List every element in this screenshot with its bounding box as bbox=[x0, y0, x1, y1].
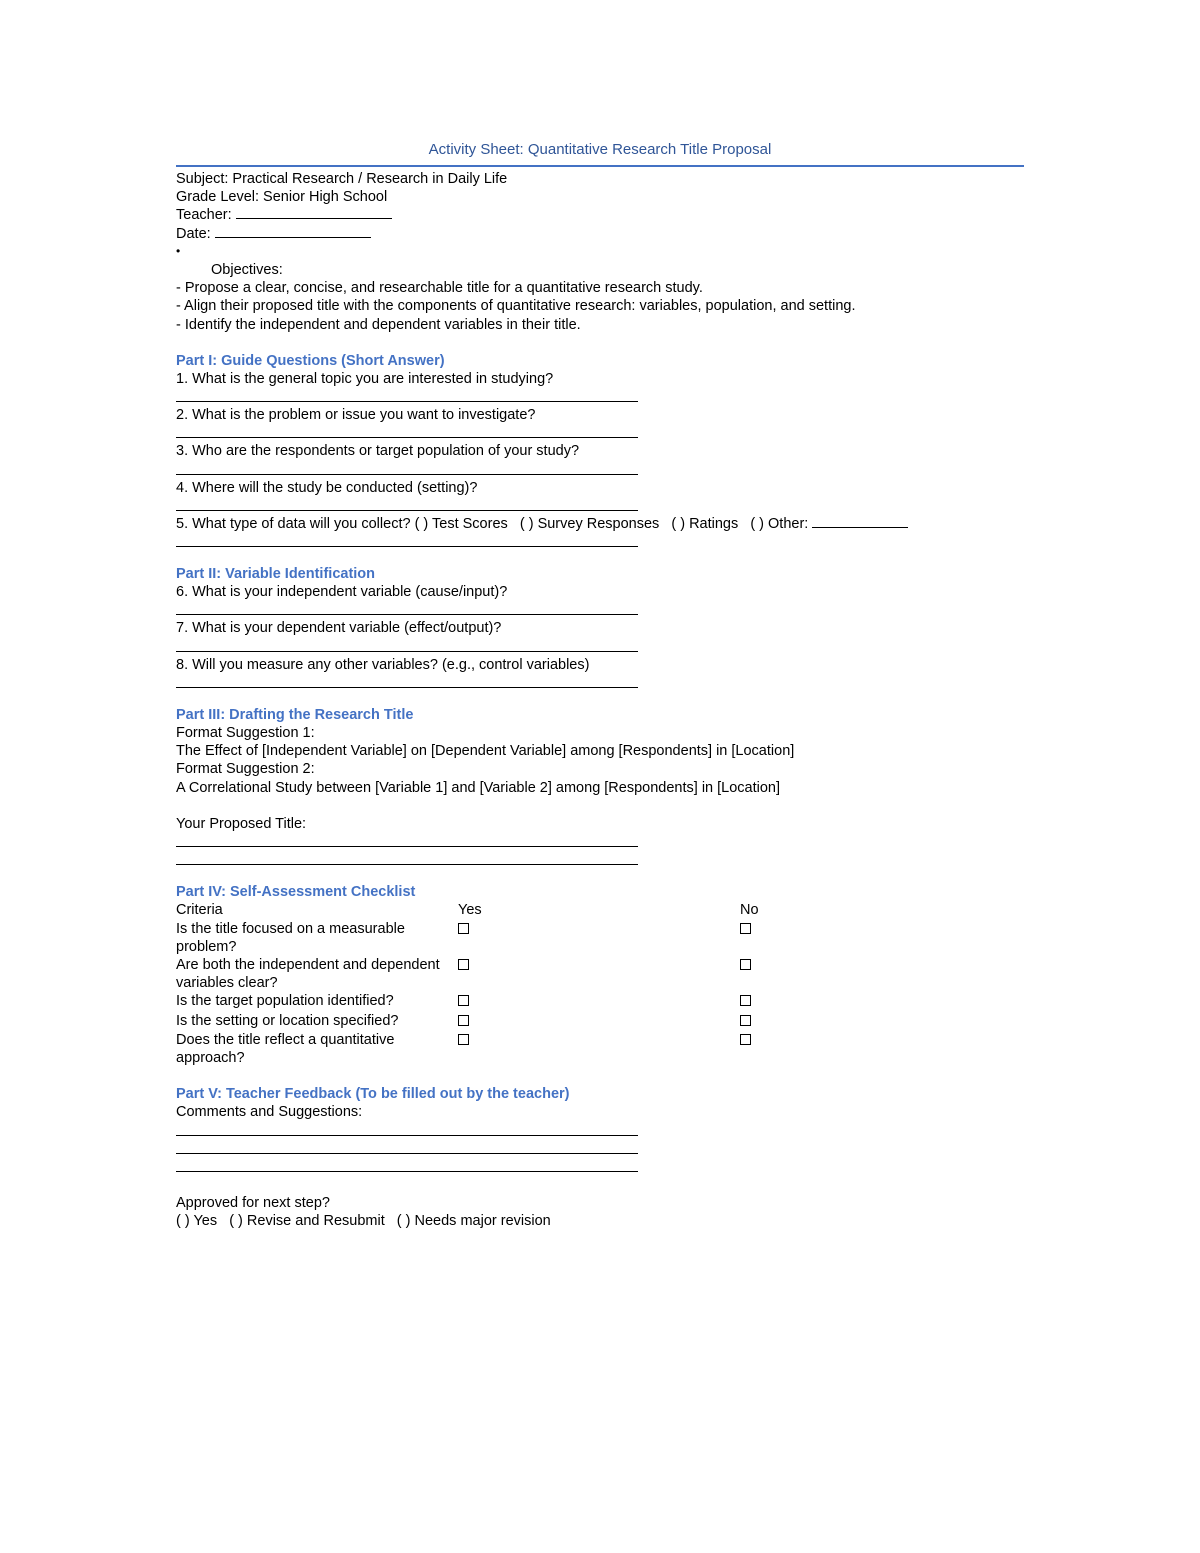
approval-options: ( ) Yes ( ) Revise and Resubmit ( ) Needs major revision bbox=[176, 1213, 551, 1230]
answer-line-5[interactable] bbox=[176, 533, 638, 547]
criteria-text: Is the setting or location specified? bbox=[176, 1012, 399, 1029]
answer-line-8[interactable] bbox=[176, 674, 638, 688]
yes-checkbox[interactable] bbox=[458, 959, 469, 970]
yes-checkbox[interactable] bbox=[458, 923, 469, 934]
no-checkbox[interactable] bbox=[740, 959, 751, 970]
no-checkbox[interactable] bbox=[740, 1015, 751, 1026]
activity-sheet bbox=[176, 140, 1024, 1230]
part2-heading: Part II: Variable Identification bbox=[176, 566, 376, 583]
question-4: 4. Where will the study be conducted (setting)? bbox=[176, 479, 478, 496]
date-blank[interactable] bbox=[215, 225, 371, 238]
answer-line-4[interactable] bbox=[176, 497, 638, 511]
answer-line-6[interactable] bbox=[176, 601, 638, 615]
answer-line-1[interactable] bbox=[176, 388, 638, 402]
answer-line-3[interactable] bbox=[176, 461, 638, 475]
comments-line-3[interactable] bbox=[176, 1158, 638, 1172]
grade-line: Grade Level: Senior High School bbox=[176, 189, 388, 206]
question-3: 3. Who are the respondents or target population of your study? bbox=[176, 443, 580, 460]
criteria-text: Does the title reflect a quantitative approach? bbox=[176, 1031, 395, 1067]
part5-heading: Part V: Teacher Feedback (To be filled out by the teacher) bbox=[176, 1086, 570, 1103]
other-blank[interactable] bbox=[812, 515, 908, 528]
format-1-label: Format Suggestion 1: bbox=[176, 725, 315, 742]
question-5-text: 5. What type of data will you collect? ( ) Test Scores ( ) Survey Responses ( ) Ratings ( ) Other: bbox=[176, 515, 809, 532]
subject-line: Subject: Practical Research / Research in Daily Life bbox=[176, 171, 508, 187]
proposed-title-label: Your Proposed Title: bbox=[176, 816, 307, 833]
criteria-text: Is the title focused on a measurable problem? bbox=[176, 920, 405, 955]
criteria-text: Is the target population identified? bbox=[176, 993, 394, 1010]
part1-heading: Part I: Guide Questions (Short Answer) bbox=[176, 352, 445, 369]
yes-checkbox[interactable] bbox=[458, 995, 469, 1006]
comments-line-2[interactable] bbox=[176, 1140, 638, 1154]
objectives-label: Objectives: bbox=[211, 262, 283, 278]
table-row bbox=[176, 992, 759, 1011]
table-header-row bbox=[176, 901, 759, 919]
col-no: No bbox=[740, 902, 759, 919]
date-line bbox=[176, 225, 1024, 243]
proposed-title-line-2[interactable] bbox=[176, 851, 638, 865]
objective-item: - Align their proposed title with the components of quantitative research: variables, population, and setting. bbox=[176, 298, 856, 315]
format-1-text: The Effect of [Independent Variable] on [Dependent Variable] among [Respondents] in [Location] bbox=[176, 743, 795, 760]
title-rule bbox=[176, 165, 1024, 167]
bullet-dot: • bbox=[176, 243, 181, 258]
self-assessment-table bbox=[176, 901, 759, 1067]
question-7: 7. What is your dependent variable (effect/output)? bbox=[176, 620, 502, 637]
question-6: 6. What is your independent variable (cause/input)? bbox=[176, 584, 508, 601]
teacher-blank[interactable] bbox=[236, 206, 392, 219]
objective-item: - Propose a clear, concise, and researchable title for a quantitative research study. bbox=[176, 280, 703, 297]
document-title: Activity Sheet: Quantitative Research Title Proposal bbox=[428, 141, 772, 158]
part4-heading: Part IV: Self-Assessment Checklist bbox=[176, 884, 416, 901]
spacer bbox=[176, 1176, 1024, 1194]
yes-checkbox[interactable] bbox=[458, 1015, 469, 1026]
question-1: 1. What is the general topic you are interested in studying? bbox=[176, 371, 554, 388]
table-row bbox=[176, 920, 759, 956]
criteria-text: Are both the independent and dependent variables clear? bbox=[176, 957, 440, 992]
no-checkbox[interactable] bbox=[740, 995, 751, 1006]
approved-label: Approved for next step? bbox=[176, 1194, 330, 1211]
teacher-label: Teacher: bbox=[176, 207, 232, 224]
objective-item: - Identify the independent and dependent variables in their title. bbox=[176, 316, 581, 333]
col-criteria: Criteria bbox=[176, 902, 223, 919]
question-5 bbox=[176, 515, 1024, 533]
comments-label: Comments and Suggestions: bbox=[176, 1104, 363, 1121]
question-8: 8. Will you measure any other variables? (e.g., control variables) bbox=[176, 656, 590, 673]
date-label: Date: bbox=[176, 225, 211, 242]
comments-line-1[interactable] bbox=[176, 1122, 638, 1136]
table-row bbox=[176, 956, 759, 992]
table-row bbox=[176, 1012, 759, 1031]
table-row bbox=[176, 1031, 759, 1067]
part3-heading: Part III: Drafting the Research Title bbox=[176, 706, 414, 723]
no-checkbox[interactable] bbox=[740, 1034, 751, 1045]
proposed-title-line-1[interactable] bbox=[176, 833, 638, 847]
col-yes: Yes bbox=[458, 902, 482, 919]
answer-line-7[interactable] bbox=[176, 638, 638, 652]
teacher-line bbox=[176, 206, 1024, 224]
format-2-label: Format Suggestion 2: bbox=[176, 761, 315, 778]
yes-checkbox[interactable] bbox=[458, 1034, 469, 1045]
bullet-marker bbox=[176, 243, 1024, 261]
format-2-text: A Correlational Study between [Variable 1] and [Variable 2] among [Respondents] in [Location] bbox=[176, 779, 781, 796]
answer-line-2[interactable] bbox=[176, 424, 638, 438]
spacer bbox=[176, 797, 1024, 815]
question-2: 2. What is the problem or issue you want to investigate? bbox=[176, 407, 536, 424]
no-checkbox[interactable] bbox=[740, 923, 751, 934]
